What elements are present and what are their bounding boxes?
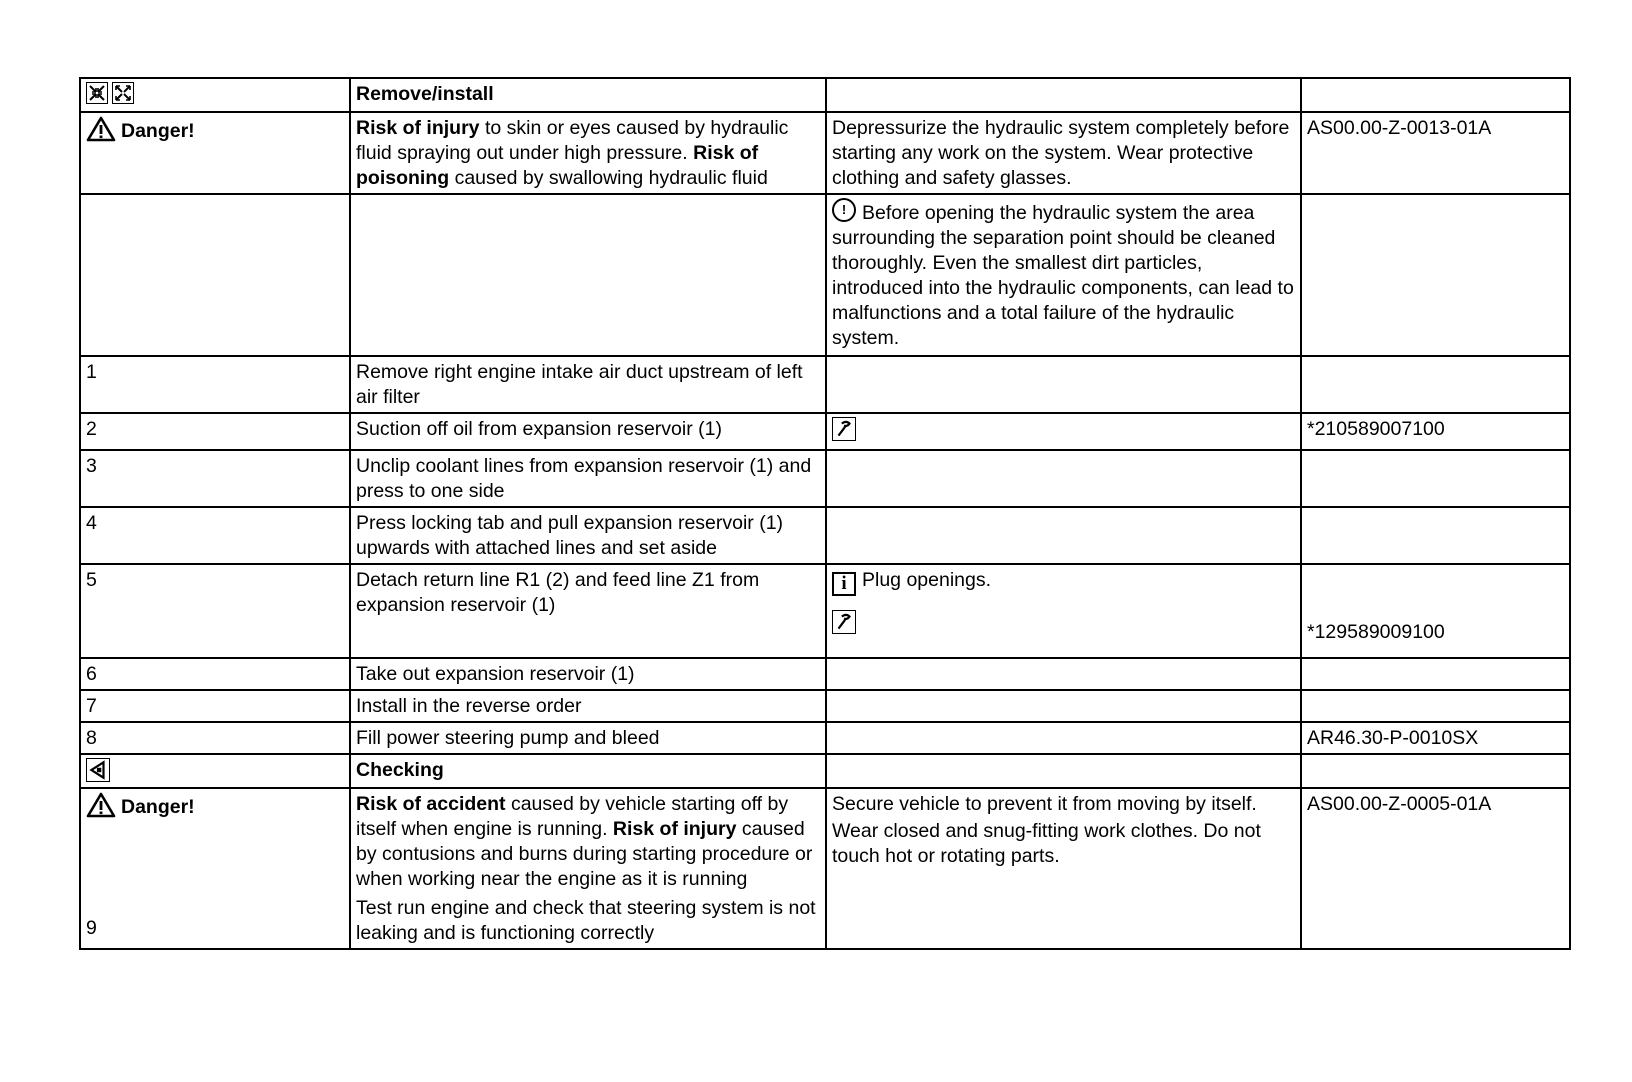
danger-description: Risk of injury to skin or eyes caused by hydraulic fluid spraying out under high pressure. Risk of poisoning caused by swallowing hydraulic fluid (350, 112, 826, 194)
step-row (80, 690, 1570, 722)
special-tool-icon (832, 417, 856, 441)
danger-instruction: Depressurize the hydraulic system completely before starting any work on the system. Wear protective clothing and safety glasses. (826, 112, 1301, 194)
info-icon: i (832, 572, 856, 596)
procedure-table (79, 77, 1571, 950)
step-number: 4 (80, 507, 350, 564)
step-reference (1301, 450, 1570, 507)
danger-description: Risk of accident caused by vehicle starting off by itself when engine is running. Risk of injury caused by contusions and burns during starting procedure or when working near the engine as it is running (356, 793, 813, 890)
step-row (80, 722, 1570, 754)
step-reference: *129589009100 (1307, 621, 1445, 643)
step-row (80, 507, 1570, 564)
warning-triangle-icon (86, 796, 121, 818)
danger-reference: AS00.00-Z-0005-01A (1301, 788, 1570, 949)
section-header-row (80, 78, 1570, 112)
danger-row (80, 112, 1570, 194)
step-text: Remove right engine intake air duct upstream of left air filter (350, 356, 826, 413)
symbols-cell (80, 78, 350, 112)
step-text: Install in the reverse order (350, 690, 826, 722)
danger-label: Danger! (121, 120, 195, 142)
step-reference (1301, 356, 1570, 413)
step-text: Suction off oil from expansion reservoir (1) (350, 413, 826, 450)
section-title: Checking (350, 754, 826, 788)
step-number: 9 (86, 917, 97, 939)
step-text: Detach return line R1 (2) and feed line Z1 from expansion reservoir (1) (350, 564, 826, 658)
step-row (80, 356, 1570, 413)
checking-icon (86, 758, 110, 782)
step-text: Take out expansion reservoir (1) (350, 658, 826, 690)
danger-label: Danger! (121, 796, 195, 818)
step-row (80, 413, 1570, 450)
step-number: 8 (80, 722, 350, 754)
danger-instruction: Secure vehicle to prevent it from moving by itself. (832, 793, 1257, 815)
step-number: 7 (80, 690, 350, 722)
step-reference (1301, 658, 1570, 690)
note-cell (826, 194, 1301, 356)
step-number: 2 (80, 413, 350, 450)
step-row (80, 564, 1570, 658)
step-reference: *210589007100 (1301, 413, 1570, 450)
step-text: Press locking tab and pull expansion reservoir (1) upwards with attached lines and set aside (350, 507, 826, 564)
step-number: 1 (80, 356, 350, 413)
step-number: 5 (80, 564, 350, 658)
danger-row (80, 788, 1570, 949)
step-reference: AR46.30-P-0010SX (1301, 722, 1570, 754)
step-row (80, 450, 1570, 507)
danger-cell (80, 112, 350, 194)
step-reference (1301, 507, 1570, 564)
step-note: Plug openings. (862, 569, 992, 591)
step-text: Fill power steering pump and bleed (350, 722, 826, 754)
install-icon (112, 82, 134, 104)
step-number: 6 (80, 658, 350, 690)
danger-reference: AS00.00-Z-0013-01A (1301, 112, 1570, 194)
danger-cell (80, 788, 350, 949)
remove-icon (86, 82, 108, 104)
section-header-row (80, 754, 1570, 788)
step-row (80, 658, 1570, 690)
cleanliness-note-icon: ! (832, 198, 856, 222)
warning-triangle-icon (86, 120, 121, 142)
section-title: Remove/install (350, 78, 826, 112)
step-reference (1301, 690, 1570, 722)
note-text: Before opening the hydraulic system the area surrounding the separation point should be cleaned thoroughly. Even the smallest dirt particles, introduced into the hydraulic components, can lead to malfunctions and a total failure of the hydraulic system. (832, 202, 1294, 349)
danger-instruction: Wear closed and snug-fitting work clothes. Do not touch hot or rotating parts. (832, 820, 1261, 867)
note-row (80, 194, 1570, 356)
step-number: 3 (80, 450, 350, 507)
step-text: Unclip coolant lines from expansion reservoir (1) and press to one side (350, 450, 826, 507)
special-tool-icon (832, 610, 856, 634)
step-text: Test run engine and check that steering system is not leaking and is functioning correctly (356, 897, 816, 944)
